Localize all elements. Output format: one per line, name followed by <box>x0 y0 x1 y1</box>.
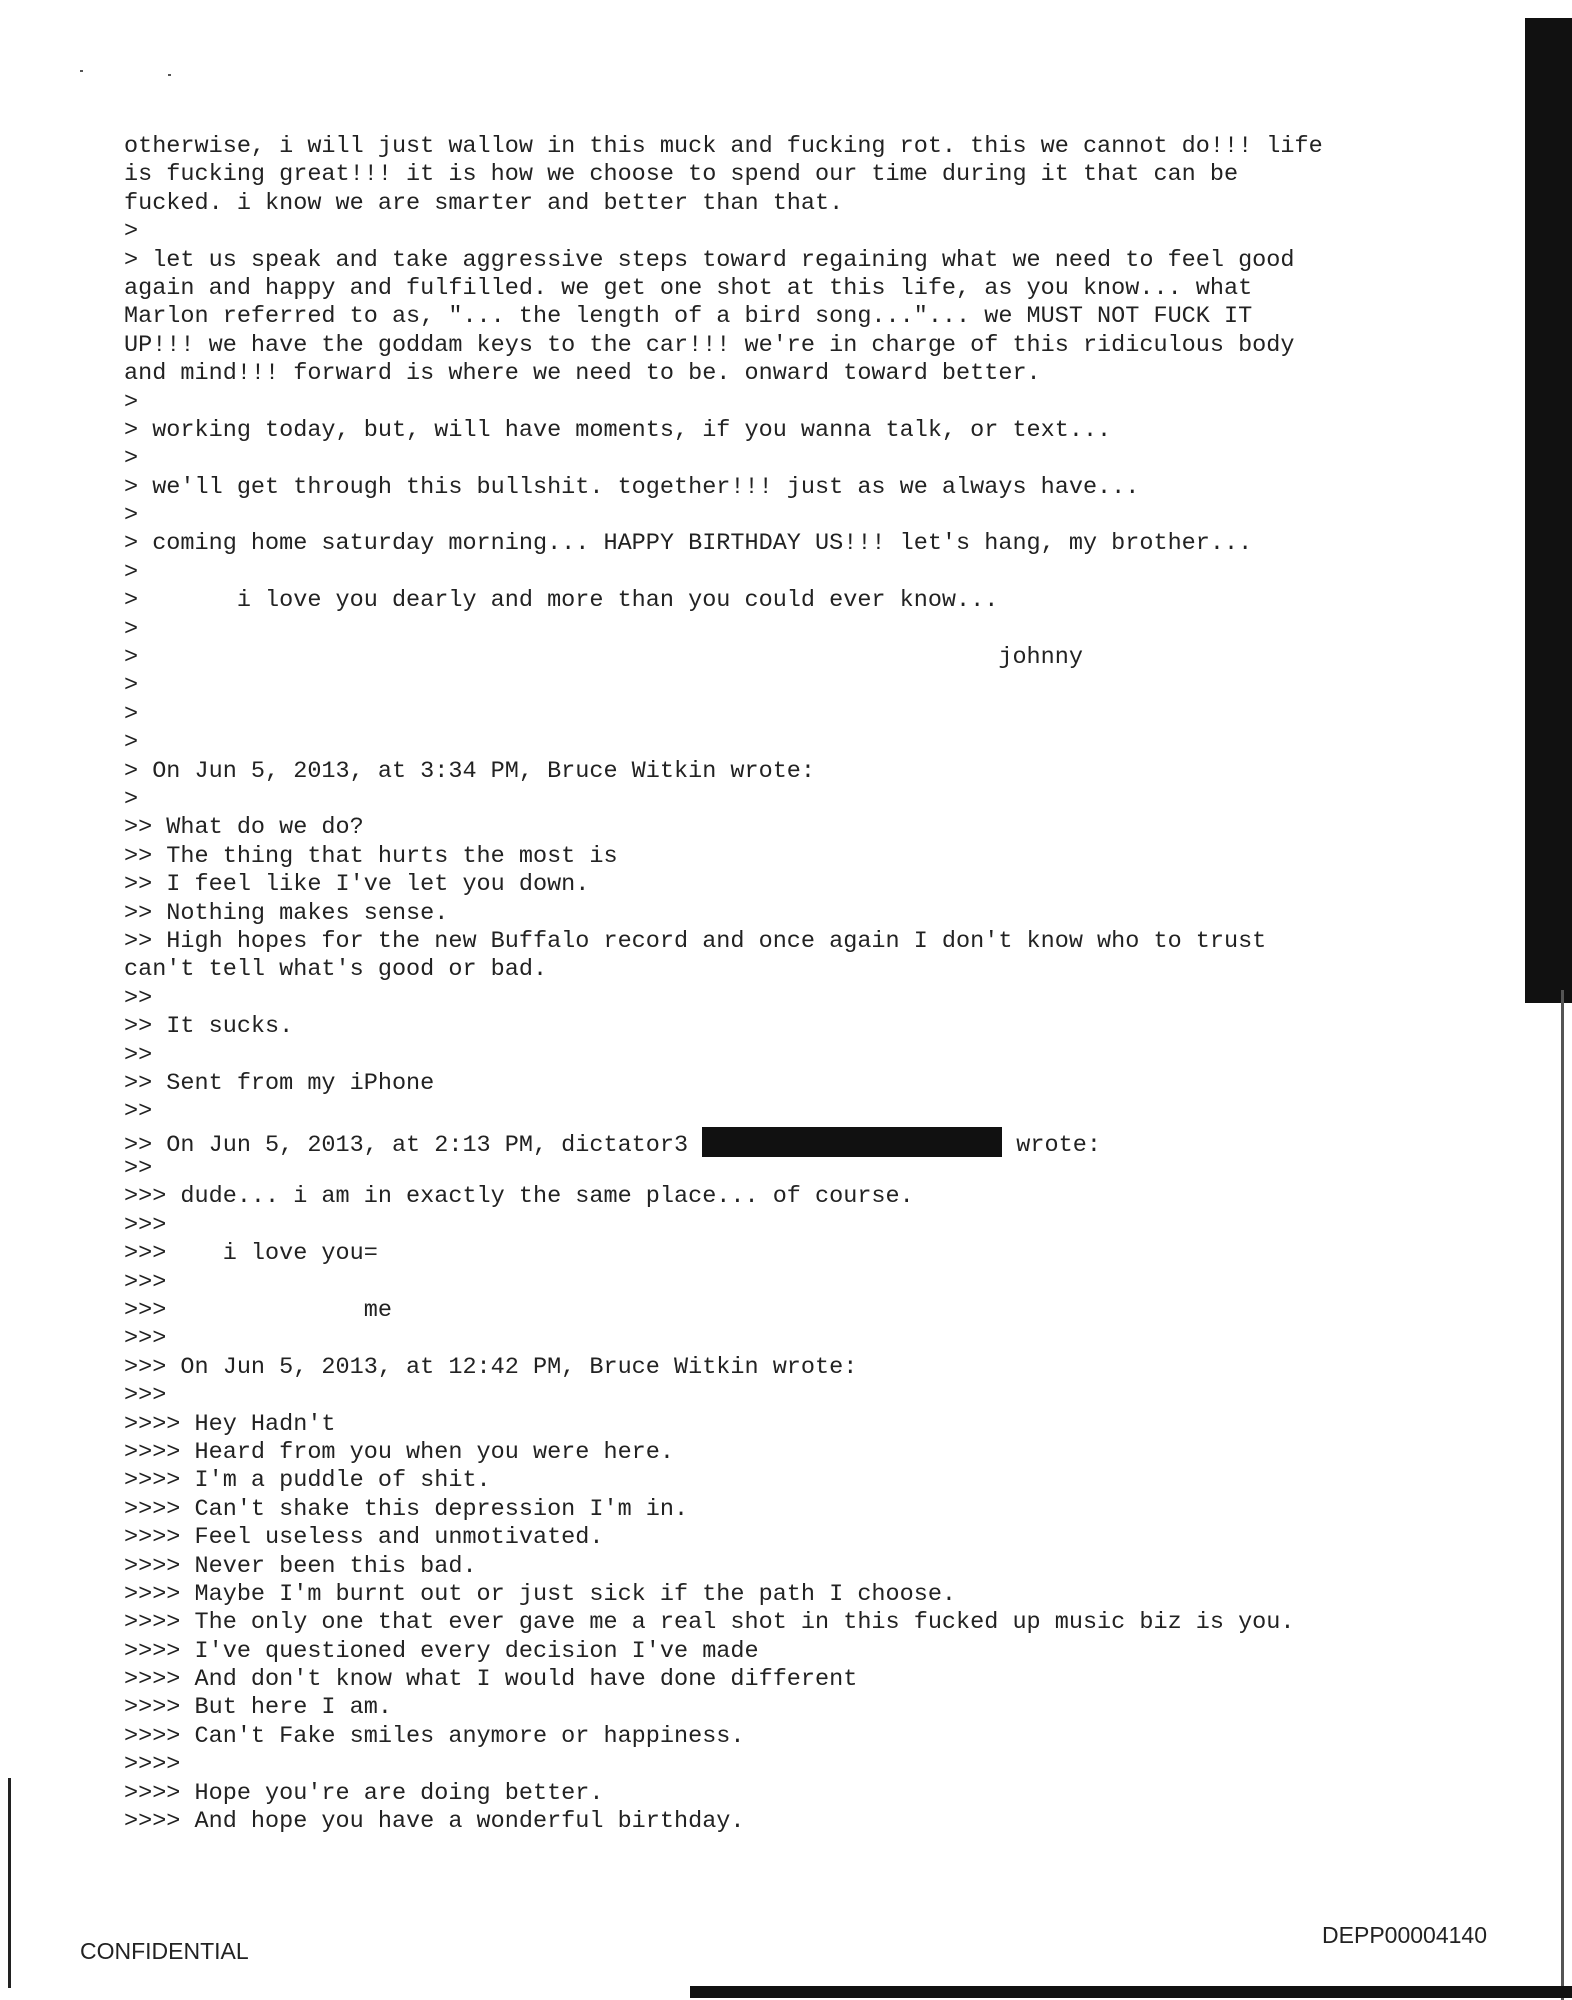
bates-number: DEPP00004140 <box>1322 1922 1487 1948</box>
email-line: >> Nothing makes sense. <box>124 899 449 927</box>
email-line: >>>> Never been this bad. <box>124 1552 477 1580</box>
email-line: >> <box>124 1041 153 1069</box>
email-line: > coming home saturday morning... HAPPY BIRTHDAY US!!! let's hang, my brother... <box>124 530 1253 558</box>
email-line: UP!!! we have the goddam keys to the car!!! we're in charge of this ridiculous body <box>124 331 1295 359</box>
email-line: is fucking great!!! it is how we choose to spend our time during it that can be <box>124 161 1239 189</box>
email-line: again and happy and fulfilled. we get one shot at this life, as you know... what <box>124 274 1253 302</box>
redacted-line-before: >> On Jun 5, 2013, at 2:13 PM, dictator3 <box>124 1131 703 1159</box>
email-line: can't tell what's good or bad. <box>124 956 548 984</box>
email-line: >>>> Can't Fake smiles anymore or happiness. <box>124 1722 745 1750</box>
email-line: > <box>124 729 139 757</box>
email-line: > let us speak and take aggressive steps toward regaining what we need to feel good <box>124 246 1295 274</box>
email-line: > <box>124 502 139 530</box>
redacted-line-after: wrote: <box>1002 1131 1101 1159</box>
email-line: >>>> Feel useless and unmotivated. <box>124 1524 604 1552</box>
email-line: > <box>124 700 139 728</box>
email-line: >> <box>124 984 153 1012</box>
email-line: >>> i love you= <box>124 1240 378 1268</box>
email-line: > <box>124 672 139 700</box>
email-line: >>> <box>124 1268 167 1296</box>
email-line: >>> <box>124 1325 167 1353</box>
email-line: >>>> Hope you're are doing better. <box>124 1779 604 1807</box>
email-line: >>> On Jun 5, 2013, at 12:42 PM, Bruce Witkin wrote: <box>124 1353 858 1381</box>
email-line: >>>> I'm a puddle of shit. <box>124 1467 491 1495</box>
email-line: > <box>124 785 139 813</box>
email-line: >>>> <box>124 1751 181 1779</box>
email-line: >>> <box>124 1211 167 1239</box>
email-line: >> What do we do? <box>124 814 364 842</box>
email-line: otherwise, i will just wallow in this muck and fucking rot. this we cannot do!!! life <box>124 133 1323 160</box>
email-line: >>> dude... i am in exactly the same place... of course. <box>124 1183 914 1211</box>
email-line: > <box>124 388 139 416</box>
email-line: Marlon referred to as, "... the length of a bird song..."... we MUST NOT FUCK IT <box>124 303 1253 331</box>
email-line: >>>> But here I am. <box>124 1694 392 1722</box>
scan-edge-bottom <box>690 1986 1572 1998</box>
email-line-redacted <box>124 1127 1424 1159</box>
email-line: >> Sent from my iPhone <box>124 1069 435 1097</box>
confidential-label: CONFIDENTIAL <box>80 1938 249 1964</box>
email-line: >> I feel like I've let you down. <box>124 871 590 899</box>
scan-speck <box>168 74 171 76</box>
email-body <box>124 133 1424 1836</box>
redaction-bar <box>702 1127 1002 1157</box>
email-line: > <box>124 445 139 473</box>
email-line: >>>> And hope you have a wonderful birthday. <box>124 1808 745 1836</box>
email-line: >>>> I've questioned every decision I've made <box>124 1637 759 1665</box>
email-line: >> <box>124 1155 153 1183</box>
email-line: > <box>124 615 139 643</box>
email-line: >>>> And don't know what I would have done different <box>124 1666 858 1694</box>
scan-edge-left <box>8 1778 11 1988</box>
email-line: > working today, but, will have moments, if you wanna talk, or text... <box>124 416 1112 444</box>
email-line: fucked. i know we are smarter and better than that. <box>124 189 844 217</box>
email-line: >>>> Heard from you when you were here. <box>124 1438 674 1466</box>
email-line: >> <box>124 1098 153 1126</box>
email-line: > <box>124 558 139 586</box>
email-line: >>>> Can't shake this depression I'm in. <box>124 1495 689 1523</box>
email-line: > On Jun 5, 2013, at 3:34 PM, Bruce Witkin wrote: <box>124 757 816 785</box>
email-line: >> The thing that hurts the most is <box>124 842 618 870</box>
email-line: >> High hopes for the new Buffalo record and once again I don't know who to trust <box>124 927 1267 955</box>
email-line: > <box>124 218 139 246</box>
email-line: > johnny <box>124 644 1083 672</box>
scan-edge-right-thin <box>1561 990 1564 2000</box>
email-line: >>> me <box>124 1297 392 1325</box>
email-line: >>>> Hey Hadn't <box>124 1410 336 1438</box>
email-line: > we'll get through this bullshit. together!!! just as we always have... <box>124 473 1140 501</box>
scan-edge-right <box>1525 18 1572 1003</box>
email-line: >>>> Maybe I'm burnt out or just sick if the path I choose. <box>124 1580 957 1608</box>
email-line: > i love you dearly and more than you could ever know... <box>124 587 999 615</box>
scan-speck <box>80 70 83 72</box>
email-line: and mind!!! forward is where we need to be. onward toward better. <box>124 360 1041 388</box>
email-line: >>> <box>124 1382 167 1410</box>
email-line: >> It sucks. <box>124 1013 294 1041</box>
email-line: >>>> The only one that ever gave me a real shot in this fucked up music biz is you. <box>124 1609 1295 1637</box>
